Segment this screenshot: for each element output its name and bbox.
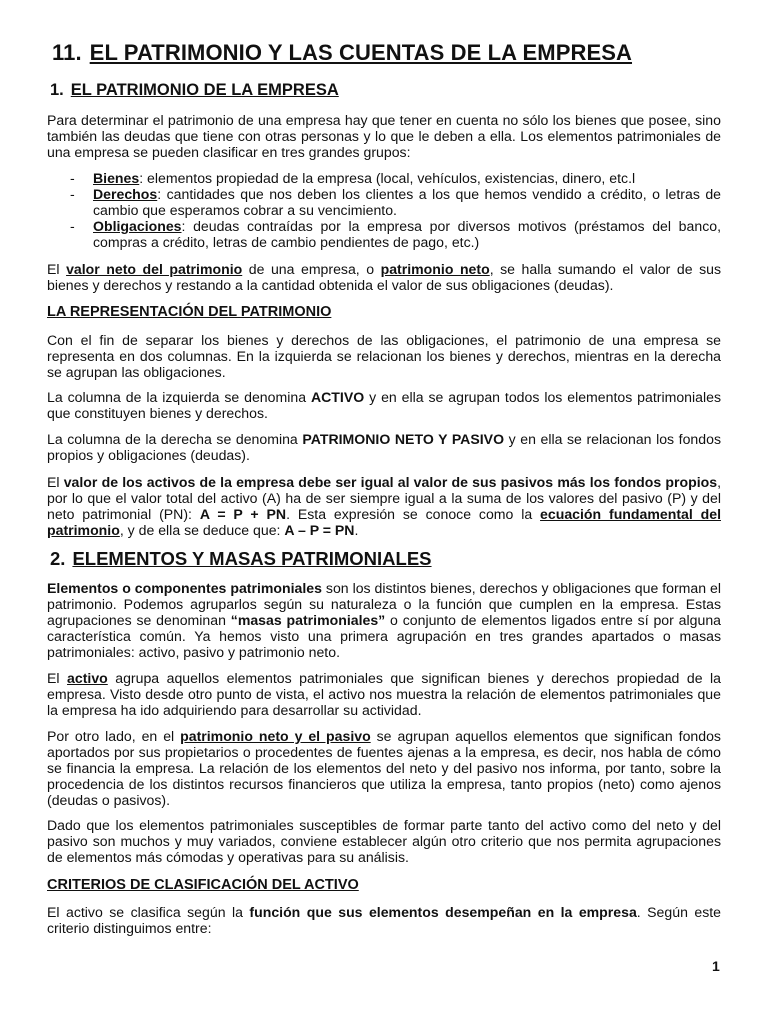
criteria-heading: CRITERIOS DE CLASIFICACIÓN DEL ACTIVO <box>47 877 359 893</box>
text-run: El <box>47 670 68 686</box>
section-2-number: 2. <box>50 548 66 569</box>
page-number: 1 <box>712 958 720 974</box>
pasivo-paragraph <box>47 728 721 808</box>
term-derechos: Derechos <box>93 186 158 202</box>
document-title <box>52 40 632 66</box>
text-run: se agrupan aquellos elementos que significan fondos aportados por sus propietarios o procedentes de fuentes ajenas a la empresa, es decir, nos habla de cómo se financia la empresa. La relación de los elementos del neto y del pasivo nos informa, por tanto, sobre la procedencia de los distintos recursos financieros que utiliza la empresa, tanto propios (neto) como ajenos (deudas o pasivos). <box>47 728 721 808</box>
text-run: . Según este criterio distinguimos entre: <box>47 904 721 936</box>
def-obligaciones: : deudas contraídas por la empresa por diversos motivos (préstamos del banco, compras a crédito, letras de cambio pendientes de pago, etc.) <box>93 218 721 250</box>
representation-paragraph-3 <box>47 431 721 463</box>
representation-paragraph-2 <box>47 389 721 421</box>
term-pn-pasivo: PATRIMONIO NETO Y PASIVO <box>302 431 505 447</box>
term-masas: “masas patrimoniales” <box>230 612 386 628</box>
text-run: . <box>354 522 359 538</box>
text-run: . Esta expresión se conoce como la <box>286 506 541 522</box>
text-run: La columna de la derecha se denomina <box>47 431 303 447</box>
term-pn-y-pasivo: patrimonio neto y el pasivo <box>180 728 371 744</box>
term-patrimonio-neto: patrimonio neto <box>380 261 490 277</box>
term-elementos: Elementos o componentes patrimoniales <box>47 580 322 596</box>
title-number: 11. <box>52 40 82 65</box>
section-2-heading <box>50 548 432 570</box>
term-funcion: función que sus elementos desempeñan en la empresa <box>249 904 637 920</box>
list-dash: - <box>70 218 75 234</box>
criteria-intro-paragraph: Dado que los elementos patrimoniales susceptibles de formar parte tanto del activo como del neto y del pasivo son muchos y muy variados, conviene establecer algún otro criterio que nos permita agrupaciones de elementos más cómodas y operativas para su análisis. <box>47 817 721 865</box>
def-derechos: : cantidades que nos deben los clientes a los que hemos vendido a crédito, o letras de cambio que esperamos cobrar a su vencimiento. <box>93 186 721 218</box>
element-groups-list <box>70 170 721 250</box>
section-1-number: 1. <box>50 81 64 99</box>
text-run: El <box>47 261 67 277</box>
section-1-title: EL PATRIMONIO DE LA EMPRESA <box>70 81 339 99</box>
text-run: El activo se clasifica según la <box>47 904 250 920</box>
formula-derived: A – P = PN <box>284 522 355 538</box>
emphasis-equality: valor de los activos de la empresa debe ser igual al valor de sus pasivos más los fondos propios <box>63 474 718 490</box>
representation-heading: LA REPRESENTACIÓN DEL PATRIMONIO <box>47 304 332 320</box>
classification-paragraph <box>47 904 721 936</box>
text-run: Por otro lado, en el <box>47 728 181 744</box>
net-value-paragraph <box>47 261 721 293</box>
term-activo-underlined: activo <box>67 670 108 686</box>
text-run: El <box>47 474 64 490</box>
representation-paragraph-1: Con el fin de separar los bienes y derechos de las obligaciones, el patrimonio de una empresa se representa en dos columnas. En la izquierda se relacionan los bienes y derechos, mientras en la derecha se agrupan las obligaciones. <box>47 332 721 380</box>
text-run: , se halla sumando el valor de sus bienes y derechos y restando a la cantidad obtenida el valor de sus obligaciones (deudas). <box>47 261 722 293</box>
text-run: agrupa aquellos elementos patrimoniales que significan bienes y derechos propiedad de la empresa. Visto desde otro punto de vista, el activo nos muestra la relación de elementos patrimoniales que la empresa ha ido adquiriendo para desarrollar su actividad. <box>47 670 722 718</box>
term-ecuacion-fundamental: ecuación fundamental del patrimonio <box>47 506 721 538</box>
list-item-obligaciones <box>70 218 721 250</box>
list-dash: - <box>70 170 75 186</box>
section-1-heading <box>50 81 339 100</box>
text-run: , y de ella se deduce que: <box>119 522 285 538</box>
term-activo: ACTIVO <box>310 389 365 405</box>
intro-paragraph: Para determinar el patrimonio de una empresa hay que tener en cuenta no sólo los bienes que posee, sino también las deudas que tiene con otras personas y lo que le deben a ella. Los elementos patrimoniales de una empresa se pueden clasificar en tres grandes grupos: <box>47 112 721 160</box>
text-run: de una empresa, o <box>242 261 381 277</box>
list-dash: - <box>70 186 75 202</box>
elements-paragraph <box>47 580 721 660</box>
list-item-derechos <box>70 186 721 218</box>
text-run: , por lo que el valor total del activo (A) ha de ser siempre igual a la suma de los valores del pasivo (P) y del neto patrimonial (PN): <box>47 474 721 522</box>
def-bienes: : elementos propiedad de la empresa (local, vehículos, existencias, dinero, etc.l <box>139 170 636 186</box>
term-obligaciones: Obligaciones <box>93 218 182 234</box>
text-run: son los distintos bienes, derechos y obligaciones que forman el patrimonio. Podemos agruparlos según su naturaleza o la función que cumplen en la empresa. Estas agrupaciones se denominan <box>47 580 721 628</box>
text-run: o conjunto de elementos ligados entre sí por alguna característica común. Ya hemos visto una primera agrupación en tres grandes apartados o masas patrimoniales: activo, pasivo y patrimonio neto. <box>47 612 722 660</box>
term-valor-neto: valor neto del patrimonio <box>66 261 243 277</box>
text-run: La columna de la izquierda se denomina <box>47 389 311 405</box>
text-run: y en ella se relacionan los fondos propios y obligaciones (deudas). <box>47 431 721 463</box>
equation-paragraph <box>47 474 721 538</box>
list-item-bienes <box>70 170 721 186</box>
activo-paragraph <box>47 670 721 718</box>
section-2-title: ELEMENTOS Y MASAS PATRIMONIALES <box>72 548 432 569</box>
formula-fundamental: A = P + PN <box>199 506 287 522</box>
title-text: EL PATRIMONIO Y LAS CUENTAS DE LA EMPRESA <box>89 40 633 65</box>
term-bienes: Bienes <box>93 170 140 186</box>
text-run: y en ella se agrupan todos los elementos patrimoniales que constituyen bienes y derechos. <box>47 389 722 421</box>
